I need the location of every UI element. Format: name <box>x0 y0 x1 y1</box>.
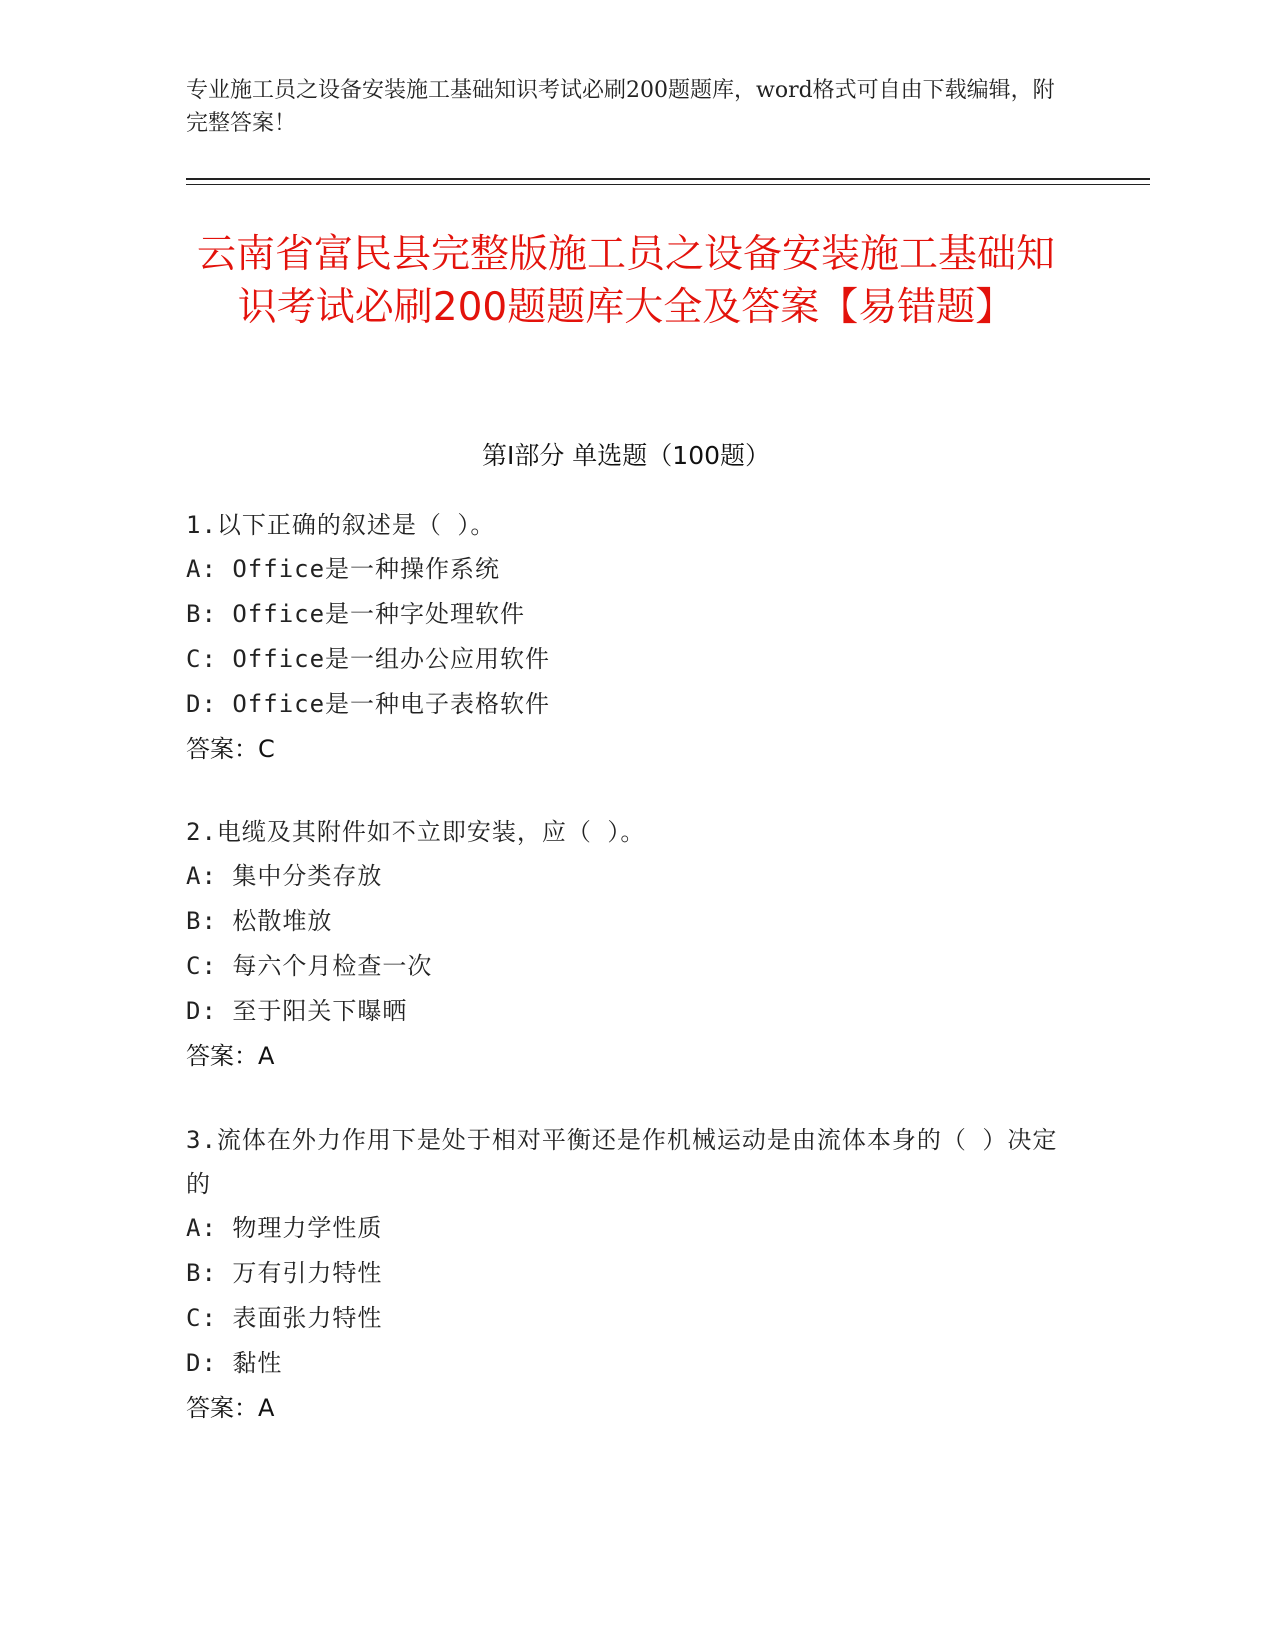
option-d: D: 黏性 <box>186 1349 283 1377</box>
header-divider-thin <box>186 184 1150 185</box>
question-item <box>186 810 1066 1079</box>
question-stem: 3.流体在外力作用下是处于相对平衡还是作机械运动是由流体本身的（ ）决定的 <box>186 1126 1058 1198</box>
header-divider-thick <box>186 178 1150 180</box>
option-a: A: 集中分类存放 <box>186 862 383 890</box>
answer-line: 答案：A <box>186 1394 275 1422</box>
header-note: 专业施工员之设备安装施工基础知识考试必刷200题题库，word格式可自由下载编辑，附完整答案！ <box>186 78 1055 136</box>
option-c: C: Office是一组办公应用软件 <box>186 645 551 673</box>
option-a: A: 物理力学性质 <box>186 1214 383 1242</box>
question-item <box>186 503 1066 772</box>
option-d: D: 至于阳关下曝晒 <box>186 997 408 1025</box>
option-b: B: 松散堆放 <box>186 907 333 935</box>
option-b: B: Office是一种字处理软件 <box>186 600 526 628</box>
option-d: D: Office是一种电子表格软件 <box>186 690 551 718</box>
section-heading: 第I部分 单选题（100题） <box>481 441 771 470</box>
option-a: A: Office是一种操作系统 <box>186 555 501 583</box>
question-stem: 1.以下正确的叙述是（ ）。 <box>186 511 496 539</box>
option-c: C: 表面张力特性 <box>186 1304 383 1332</box>
question-stem: 2.电缆及其附件如不立即安装，应（ ）。 <box>186 818 646 846</box>
document-title: 云南省富民县完整版施工员之设备安装施工基础知识考试必刷200题题库大全及答案【易错题】 <box>196 232 1055 330</box>
answer-line: 答案：C <box>186 735 275 763</box>
option-b: B: 万有引力特性 <box>186 1259 383 1287</box>
answer-line: 答案：A <box>186 1042 275 1070</box>
question-item <box>186 1118 1066 1431</box>
option-c: C: 每六个月检查一次 <box>186 952 433 980</box>
